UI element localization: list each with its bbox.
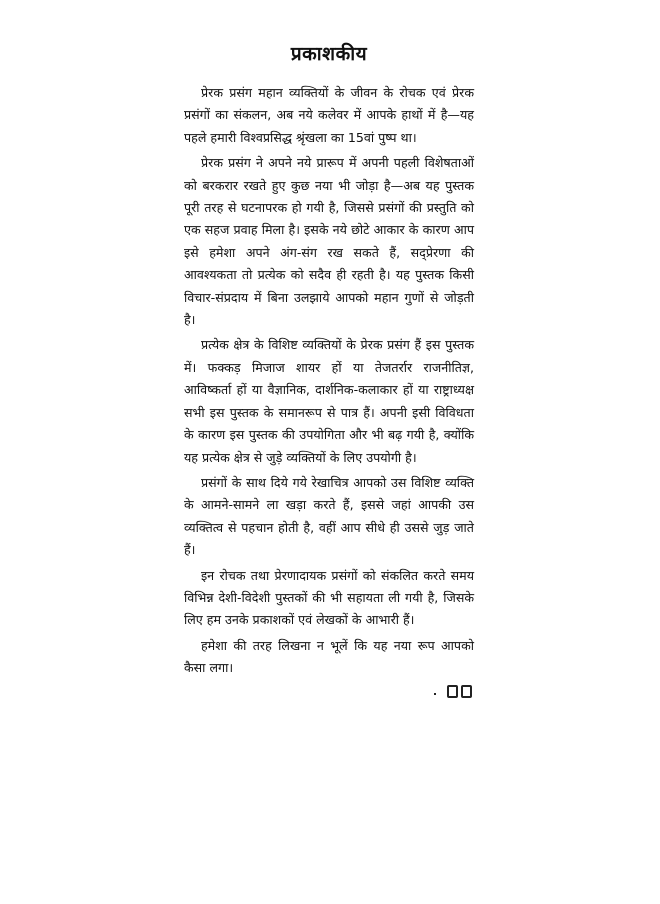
page-title: प्रकाशकीय: [290, 43, 368, 65]
paragraph-illustrations: प्रसंगों के साथ दिये गये रेखाचित्र आपको उस विशिष्ट व्यक्ति के आमने-सामने ला खड़ा करते हैं, इससे जहां आपकी उस व्यक्तित्व से पहचान होती है, वहीं आप सीधे ही उससे जुड़ जाते हैं।: [184, 474, 474, 558]
publisher-note-page: [184, 40, 474, 683]
paragraph-new-format: प्रेरक प्रसंग ने अपने नये प्रारूप में अपनी पहली विशेषताओं को बरकरार रखते हुए कुछ नया भी जोड़ा है—अब यह पुस्तक पूरी तरह से घटनापरक हो गयी है, जिससे प्रसंगों की प्रस्तुति को एक सहज प्रवाह मिला है। इसके नये छोटे आकार के कारण आप इसे हमेशा अपने अंग-संग रख सकते हैं, सद्प्रेरणा की आवश्यकता तो प्रत्येक को सदैव ही रहती है। यह पुस्तक किसी विचार-संप्रदाय में बिना उलझाये आपको महान गुणों से जोड़ती है।: [184, 155, 474, 328]
paragraph-acknowledgement: इन रोचक तथा प्रेरणादायक प्रसंगों को संकलित करते समय विभिन्न देशी-विदेशी पुस्तकों की भी सहायता ली गयी है, जिसके लिए हम उनके प्रकाशकों एवं लेखकों के आभारी हैं।: [184, 567, 474, 628]
paragraph-intro: प्रेरक प्रसंग महान व्यक्तियों के जीवन के रोचक एवं प्रेरक प्रसंगों का संकलन, अब नये कलेवर में आपके हाथों में है—यह पहले हमारी विश्वप्रसिद्ध श्रृंखला का 15वां पुष्प था।: [184, 85, 474, 145]
paragraph-personalities: प्रत्येक क्षेत्र के विशिष्ट व्यक्तियों के प्रेरक प्रसंग हैं इस पुस्तक में। फक्कड़ मिजाज शायर हों या तेजतर्रार राजनीतिज्ञ, आविष्कर्ता हों या वैज्ञानिक, दार्शनिक-कलाकार हों या राष्ट्राध्यक्ष सभी इस पुस्तक के समानरूप से पात्र हैं। अपनी इसी विविधता के कारण इस पुस्तक की उपयोगिता और भी बढ़ गयी है, क्योंकि यह प्रत्येक क्षेत्र से जुड़े व्यक्तियों के लिए उपयोगी है।: [184, 337, 474, 465]
end-of-section-mark: [434, 685, 472, 698]
end-box-icon: [461, 685, 472, 698]
end-dot-icon: [434, 693, 436, 695]
paragraph-closing: हमेशा की तरह लिखना न भूलें कि यह नया रूप आपको कैसा लगा।: [184, 637, 474, 676]
end-box-icon: [447, 685, 458, 698]
